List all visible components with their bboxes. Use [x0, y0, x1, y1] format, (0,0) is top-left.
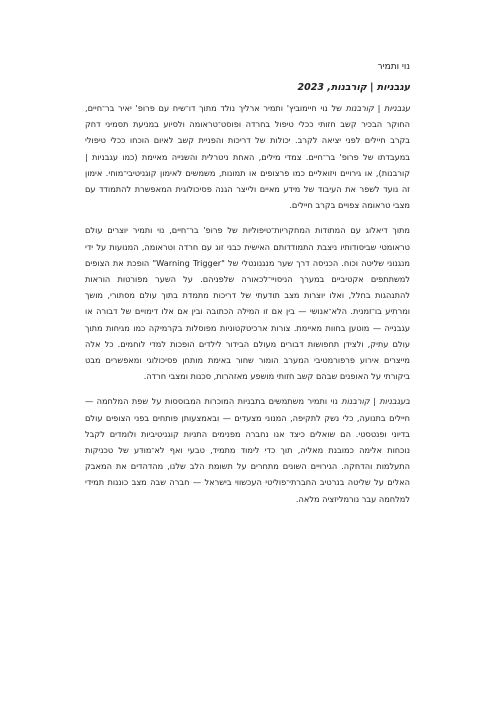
- paragraph-1-lead: עגבניות | קורבנות: [345, 103, 411, 113]
- paragraph-1-text: של נוי חיימוביץ' ותמיר ארליך נולד מתוך דו־שיח עם פרופ' יאיר בר־חיים, החוקר הבכיר קשב חזותי ככלי טיפול בחרדה ופוסט־טראומה ולסיוע במניעת תסמיני דחק בקרב חיילים לפני יציאה לקרב. יכולות של דריכות והפניית קשב לאיום הוכחו ככלי טיפולי במעבדתו של פרופ' בר־חיים. צמדי מילים, האחת ניטרלית והשנייה מאיימת (כמו עגבניות | קורבנות), או גירויים ויזואליים כמו פרצופים או תמונות, משמשים לאימון קוגניטיבי־מוחי. אימון זה נועד לשפר את העיבוד של מידע מאיים ולייצר הגנה פסיכולוגית המאפשרת להתמודד עם מצבי טראומה צפויים בקרב חיילים.: [85, 103, 410, 211]
- document-title: עגבניות | קורבנות, 2023: [297, 82, 410, 93]
- paragraph-3-lead: בעגבניות | קורבנות: [341, 396, 411, 407]
- authors-header: נוי ותמיר: [377, 62, 410, 72]
- paragraph-2-text: מתוך דיאלוג עם המתודות המחקריות־טיפוליות של פרופ' בר־חיים, נוי ותמיר יוצרים עולם טראומטי שביסודותיו ניצבת התמודדותם האישית כבני זוג עם חרדה וטראומה, המנועות על ידי מנגנוני שליטה וכוח. הכניסה דרך שער מנגנונטלי של "Warning Trigger" הופכת את הצופים למשתתפים אקטיביים במערך הניסויי־לכאורה שלפניהם. על השער מפורטות הוראות להתנהגות בחלל, ואלו יוצרות מצב תודעתי של דריכות מתמדת בתוך עולם מסתורי, מושך ומרתיע בו־זמנית. הלא־אנושי — בין אם זו המילה הכתובה ובין אם אלו דימויים של דבורה או עגבנייה — מוטען בחוות מאיימת. צורות ארכיטקטוניות מפוסלות בקרמיקה כמו מגיחות מתוך עולם עתיק, ולצידן תחפושות דבורים מעולם הבידור לילדים הופכות למדי לוחמים. כל אלה מייצרים אירוע פרפורמטיבי המערב הומור שחור באימת מותחן פסיכולוגי ומאפשרים מבט ביקורתי על האופנים שבהם קשב חזותי מושפע מאזהרות, סכנות ומצבי חרדה.: [85, 225, 410, 382]
- paragraph-1: [85, 100, 410, 213]
- paragraph-2: [85, 222, 410, 384]
- body-text: [85, 100, 410, 516]
- paragraph-3-text: נוי ותמיר משתמשים בתבניות המוכרות המבוססות על שפת המלחמה — חיילים בתנועה, כלי נשק לתקיפה, המנוני מצעדים — ובאמצעותן פותחים בפני הצופים עולם בדיוני ופנטסטי. הם שואלים כיצד אנו נחברה מפנימים התניות קוגניטיביות ולומדים לקבל נוכחות אלימה כמובנת מאליה, תוך כדי לימוד מתמיד, טבעי ואף לא־מודע של טכניקות התעלמות והדחקה. הגירויים השונים מתחרים על תשומת הלב שלנו, מהדהדים את המאבק האלים על שליטה בנרטיב החברתי־פוליטי העכשווי בישראל — חברה שבה מצב כוננות תמידי למלחמה עבר נורמליזציה מלאה.: [85, 396, 410, 504]
- paragraph-3: [85, 393, 410, 506]
